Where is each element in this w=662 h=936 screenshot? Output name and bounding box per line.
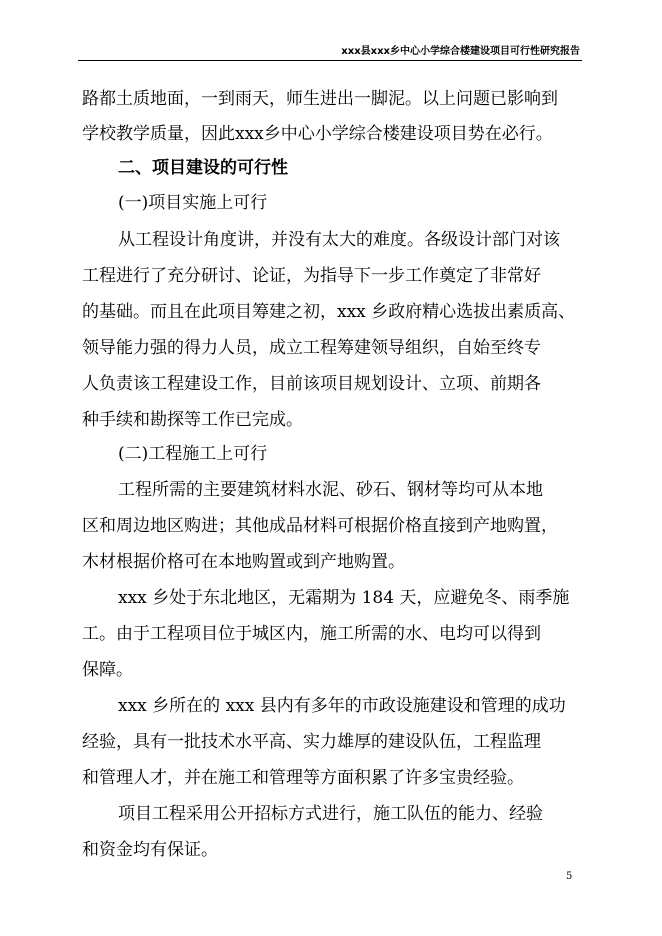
text-line: 工程进行了充分研讨、论证，为指导下一步工作奠定了非常好 — [82, 266, 541, 286]
subsection-heading: (一)项目实施上可行 — [118, 193, 268, 213]
running-header: xxx县xxx乡中心小学综合楼建设项目可行性研究报告 — [341, 46, 580, 57]
text-line: 区和周边地区购进；其他成品材料可根据价格直接到产地购置， — [82, 516, 558, 536]
text-line: xxx 乡所在的 xxx 县内有多年的市政设施建设和管理的成功 — [118, 696, 566, 716]
text-line: 工。由于工程项目位于城区内，施工所需的水、电均可以得到 — [82, 624, 541, 644]
subsection-heading: (二)工程施工上可行 — [118, 444, 268, 464]
text-line: 的基础。而且在此项目筹建之初，xxx 乡政府精心选拔出素质高、 — [82, 302, 576, 322]
text-line: 从工程设计角度讲，并没有太大的难度。各级设计部门对该 — [118, 230, 560, 250]
text-line: 领导能力强的得力人员，成立工程筹建领导组织，自始至终专 — [82, 338, 541, 358]
text-line: 木材根据价格可在本地购置或到产地购置。 — [82, 552, 405, 572]
text-line: 路都土质地面，一到雨天，师生进出一脚泥。以上问题已影响到 — [82, 89, 558, 109]
page-number: 5 — [566, 871, 573, 882]
text-line: 经验，具有一批技术水平高、实力雄厚的建设队伍，工程监理 — [82, 732, 541, 752]
text-line: 保障。 — [82, 660, 133, 680]
text-line: 人负责该工程建设工作，目前该项目规划设计、立项、前期各 — [82, 374, 541, 394]
text-line: 工程所需的主要建筑材料水泥、砂石、钢材等均可从本地 — [118, 480, 543, 500]
text-line: 和资金均有保证。 — [82, 840, 218, 860]
text-line: 和管理人才，并在施工和管理等方面积累了许多宝贵经验。 — [82, 768, 524, 788]
text-line: xxx 乡处于东北地区，无霜期为 184 天，应避免冬、雨季施 — [118, 588, 570, 608]
section-heading: 二、项目建设的可行性 — [118, 158, 288, 178]
text-line: 种手续和勘探等工作已完成。 — [82, 410, 303, 430]
text-line: 项目工程采用公开招标方式进行，施工队伍的能力、经验 — [118, 804, 543, 824]
text-line: 学校教学质量，因此xxx乡中心小学综合楼建设项目势在必行。 — [82, 124, 553, 144]
header-divider — [78, 60, 582, 61]
